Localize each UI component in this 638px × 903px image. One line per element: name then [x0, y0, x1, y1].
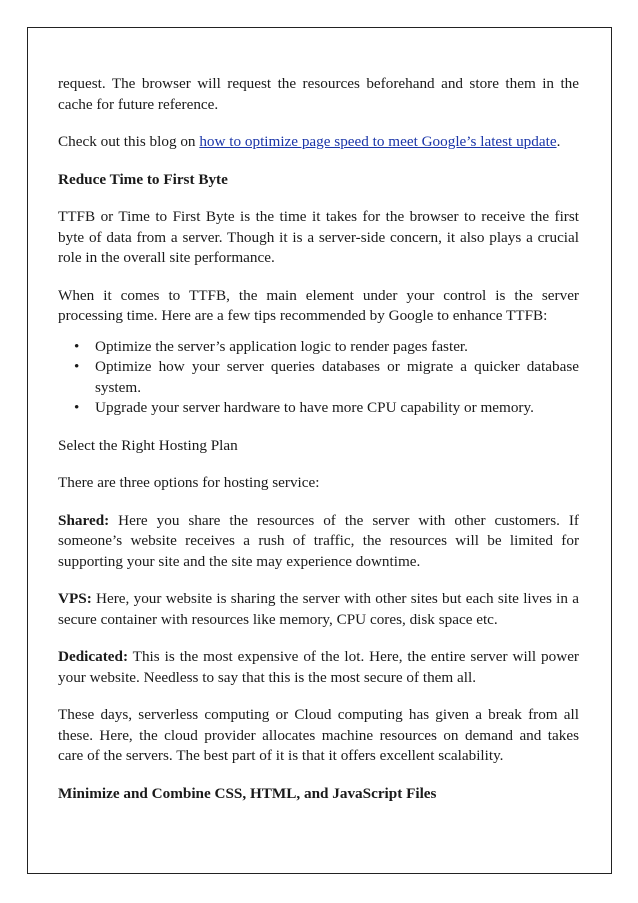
- ttfb-description: TTFB or Time to First Byte is the time it takes for the browser to receive the first byte of data from a server. Though it is a server-side concern, it also plays a crucial role in the overall site performance.: [58, 208, 579, 266]
- dedicated-hosting-paragraph: [58, 647, 579, 688]
- heading-minimize-combine: Minimize and Combine CSS, HTML, and JavaScript Files: [58, 784, 437, 802]
- heading-reduce-ttfb: Reduce Time to First Byte: [58, 170, 228, 188]
- blog-reference-suffix: .: [556, 133, 561, 150]
- shared-label: Shared:: [58, 511, 110, 529]
- bullet-icon: •: [74, 337, 80, 355]
- ttfb-tips-intro: When it comes to TTFB, the main element under your control is the server processing time. Here are a few tips recommended by Google to enhance TTFB:: [58, 286, 579, 324]
- vps-hosting-paragraph: [58, 589, 579, 630]
- dedicated-label: Dedicated:: [58, 648, 129, 665]
- bullet-icon: •: [74, 358, 80, 375]
- list-item-text: Upgrade your server hardware to have more CPU capability or memory.: [95, 399, 534, 416]
- list-item-text: Optimize the server’s application logic to render pages faster.: [95, 337, 468, 355]
- blog-link[interactable]: how to optimize page speed to meet Google’s latest update: [199, 133, 557, 150]
- list-item: [74, 398, 579, 419]
- document-body: [58, 74, 579, 821]
- blog-reference-prefix: Check out this blog on: [58, 133, 200, 150]
- serverless-paragraph: These days, serverless computing or Cloud computing has given a break from all these. Here, the cloud provider allocates machine resources on demand and takes care of the servers. The best part of it is that it offers excellent scalability.: [58, 706, 579, 764]
- list-item: [74, 337, 579, 358]
- intro-paragraph: request. The browser will request the resources beforehand and store them in the cache for future reference.: [58, 75, 579, 113]
- list-item: [74, 357, 579, 398]
- ttfb-tips-list: [58, 337, 579, 419]
- vps-label: VPS:: [58, 590, 92, 607]
- bullet-icon: •: [74, 399, 80, 416]
- list-item-text: Optimize how your server queries databases or migrate a quicker database system.: [95, 358, 579, 396]
- hosting-plan-heading: Select the Right Hosting Plan: [58, 436, 238, 454]
- shared-hosting-paragraph: [58, 511, 579, 573]
- blog-reference-paragraph: [58, 132, 579, 153]
- dedicated-text: This is the most expensive of the lot. Here, the entire server will power your website. Needless to say that this is the most secure of them all.: [58, 648, 579, 686]
- shared-text: Here you share the resources of the server with other customers. If someone’s website receives a rush of traffic, the resources will be limited for supporting your site and the site may experience downtime.: [58, 511, 579, 570]
- vps-text: Here, your website is sharing the server with other sites but each site lives in a secure container with resources like memory, CPU cores, disk space etc.: [58, 590, 579, 628]
- hosting-intro: There are three options for hosting service:: [58, 474, 320, 491]
